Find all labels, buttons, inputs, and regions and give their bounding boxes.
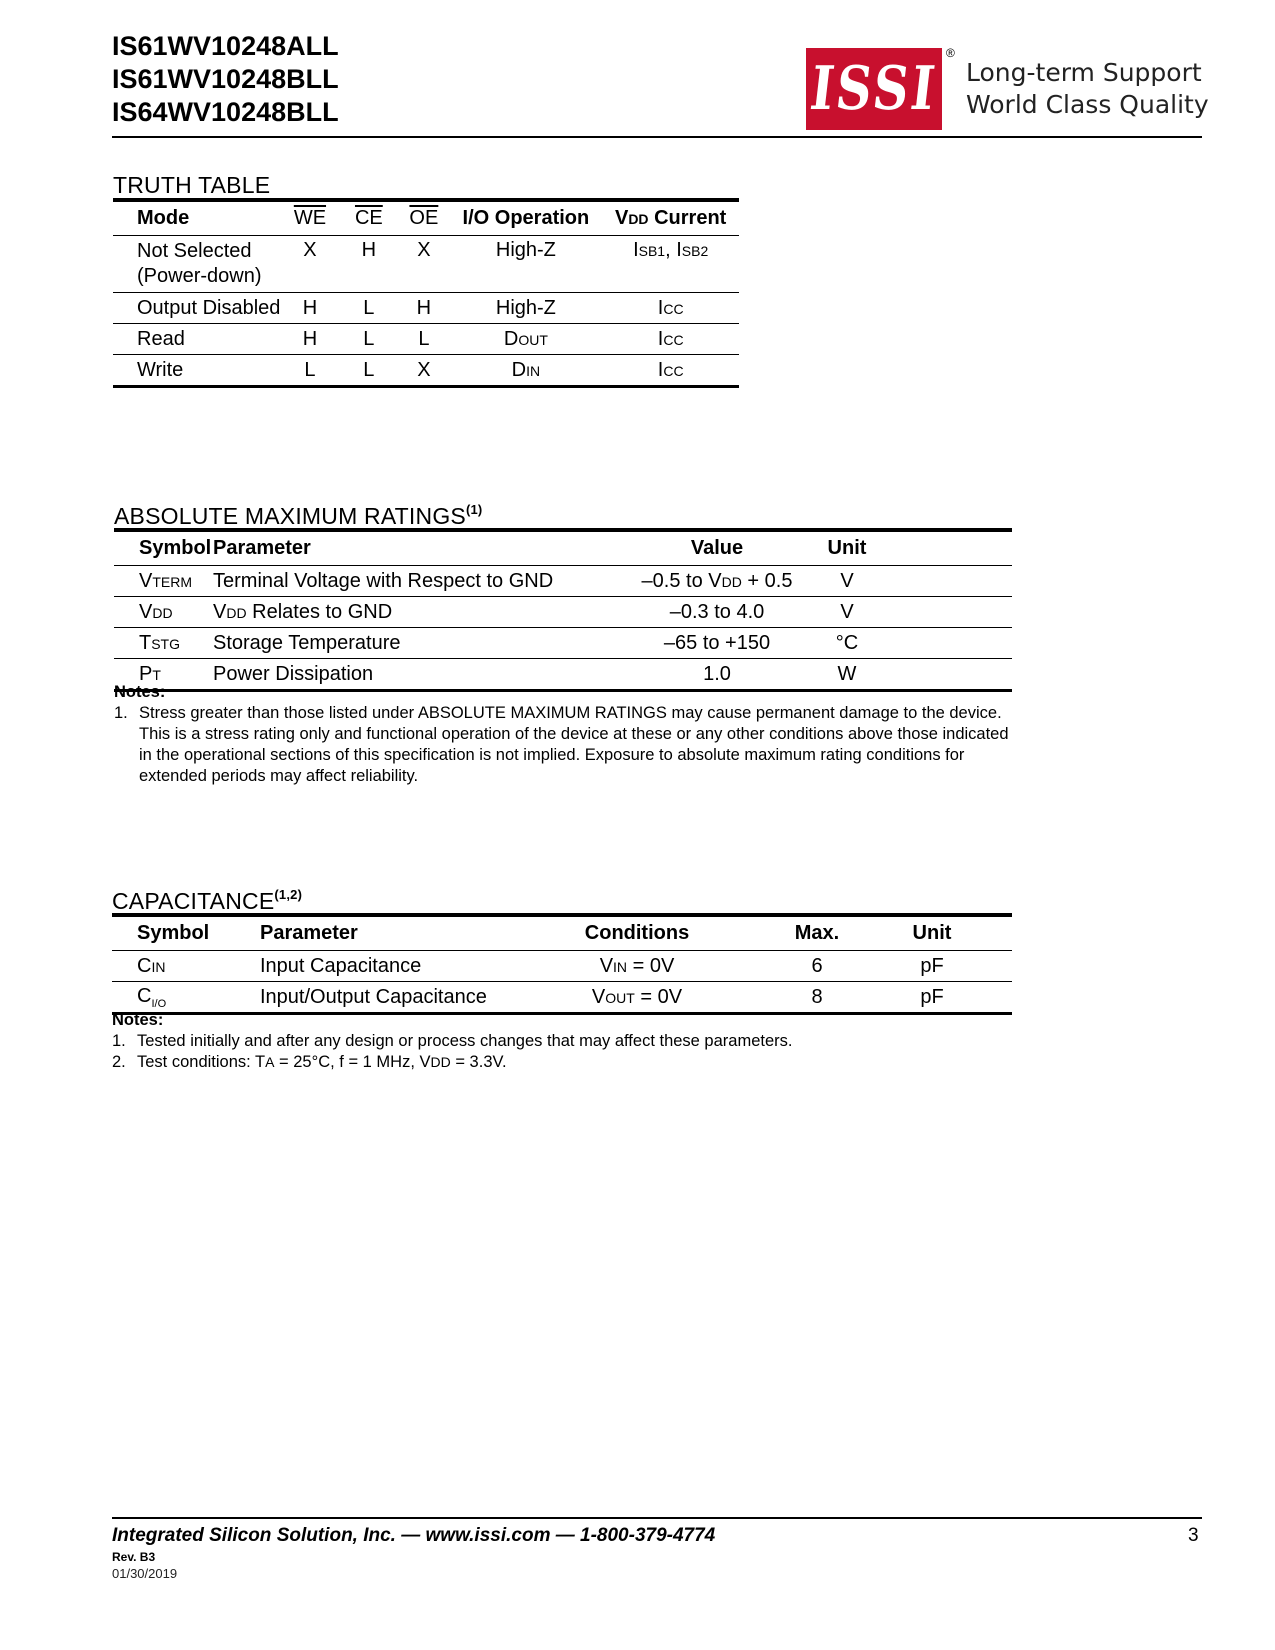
table-row [114,597,1012,628]
cell-io: High-Z [449,293,602,324]
page-number: 3 [1188,1525,1199,1546]
table-row [113,355,739,387]
note-item: 1. Stress greater than those listed under ABSOLUTE MAXIMUM RATINGS may cause permanent damage to the device. This is a stress rating only and functional operation of the device at these or any other conditions above those indicated in the operational sections of this specification is not implied. Exposure to absolute maximum rating conditions for extended periods may affect reliability. [114,704,1009,785]
col-max: Max. [732,915,902,951]
cell-value: –65 to +150 [617,628,817,659]
cell-unit: °C [817,628,877,659]
col-parameter: Parameter [213,530,617,566]
note-item: 1. Tested initially and after any design or process changes that may affect these parameters. [112,1032,793,1050]
cell-value: –0.3 to 4.0 [617,597,817,628]
cell-mode: Not Selected (Power-down) [113,236,280,293]
cell-parameter: Input Capacitance [260,951,542,982]
cell-value: –0.5 to VDD + 0.5 [617,566,817,597]
cell-oe: X [398,236,449,293]
logo-text: ISSI [807,54,941,124]
capacitance-header [112,915,1012,951]
col-symbol: Symbol [112,915,260,951]
cell-max: 8 [732,982,902,1014]
footer-company: Integrated Silicon Solution, Inc. — www.issi.com — 1-800-379-4774 [112,1525,716,1546]
abs-max-notes [114,682,1012,787]
cell-value: 1.0 [617,659,817,691]
notes-label: Notes: [114,683,166,701]
cell-unit: pF [902,951,962,982]
abs-max-title: ABSOLUTE MAXIMUM RATINGS$^{(1)}$ [114,502,483,529]
registered-mark: ® [946,46,955,60]
cell-mode: Output Disabled [113,293,280,324]
table-row [114,566,1012,597]
capacitance-title: CAPACITANCE$^{(1,2)}$ [112,887,303,914]
col-we: $\overline{WE}$ [280,200,339,236]
col-io-operation: I/O Operation [449,200,602,236]
col-mode: Mode [113,200,280,236]
cell-io: DOUT [449,324,602,355]
capacitance-table [112,913,1012,1015]
notes-label: Notes: [112,1011,164,1029]
part-number-3: IS64WV10248BLL [112,97,339,127]
cell-symbol: VDD [114,597,213,628]
col-unit: Unit [902,915,962,951]
cell-we: X [280,236,339,293]
cell-we: L [280,355,339,387]
table-row [112,982,1012,1014]
cell-ce: L [339,324,398,355]
cell-parameter: Terminal Voltage with Respect to GND [213,566,617,597]
cell-oe: L [398,324,449,355]
tagline-line-2: World Class Quality [966,90,1209,119]
col-ce: $\overline{CE}$ [339,200,398,236]
col-vdd-current: VDD Current [602,200,739,236]
truth-table-header [113,200,739,236]
cell-unit: pF [902,982,962,1014]
cell-parameter: Input/Output Capacitance [260,982,542,1014]
cell-symbol: VTERM [114,566,213,597]
cell-oe: X [398,355,449,387]
cell-unit: V [817,597,877,628]
cell-symbol: CIN [112,951,260,982]
cell-current: ISB1, ISB2 [602,236,739,293]
cell-symbol: $C_{I/O}$ [112,982,260,1014]
capacitance-notes [112,1010,1012,1073]
table-row [113,236,739,293]
col-conditions: Conditions [542,915,732,951]
table-row [112,951,1012,982]
col-oe: $\overline{OE}$ [398,200,449,236]
issi-logo [806,48,942,130]
cell-parameter: Storage Temperature [213,628,617,659]
footer-divider [112,1517,1202,1519]
header-divider [112,136,1202,138]
cell-ce: H [339,236,398,293]
cell-mode: Write [113,355,280,387]
cell-current: ICC [602,355,739,387]
table-row [113,293,739,324]
cell-unit: V [817,566,877,597]
tagline-line-1: Long-term Support [966,58,1202,87]
col-parameter: Parameter [260,915,542,951]
col-value: Value [617,530,817,566]
cell-current: ICC [602,324,739,355]
abs-max-table [114,528,1012,692]
cell-symbol: PT [114,659,213,691]
part-number-2: IS61WV10248BLL [112,64,339,94]
table-row [113,324,739,355]
cell-io: DIN [449,355,602,387]
truth-table-title: TRUTH TABLE [113,172,271,198]
cell-io: High-Z [449,236,602,293]
revision-date: 01/30/2019 [112,1566,178,1581]
note-item: 2. Test conditions: TA = 25°C, f = 1 MHz, VDD = 3.3V. [112,1053,507,1071]
cell-mode: Read [113,324,280,355]
cell-symbol: TSTG [114,628,213,659]
truth-table [113,198,739,388]
cell-current: ICC [602,293,739,324]
cell-ce: L [339,293,398,324]
abs-max-header [114,530,1012,566]
cell-parameter: Power Dissipation [213,659,617,691]
cell-unit: W [817,659,877,691]
cell-ce: L [339,355,398,387]
col-symbol: Symbol [114,530,213,566]
cell-conditions: VOUT = 0V [542,982,732,1014]
cell-oe: H [398,293,449,324]
col-unit: Unit [817,530,877,566]
part-number-1: IS61WV10248ALL [112,31,339,61]
cell-parameter: VDD Relates to GND [213,597,617,628]
cell-conditions: VIN = 0V [542,951,732,982]
table-row [114,628,1012,659]
cell-max: 6 [732,951,902,982]
revision: Rev. B3 [112,1550,156,1564]
cell-we: H [280,293,339,324]
cell-we: H [280,324,339,355]
